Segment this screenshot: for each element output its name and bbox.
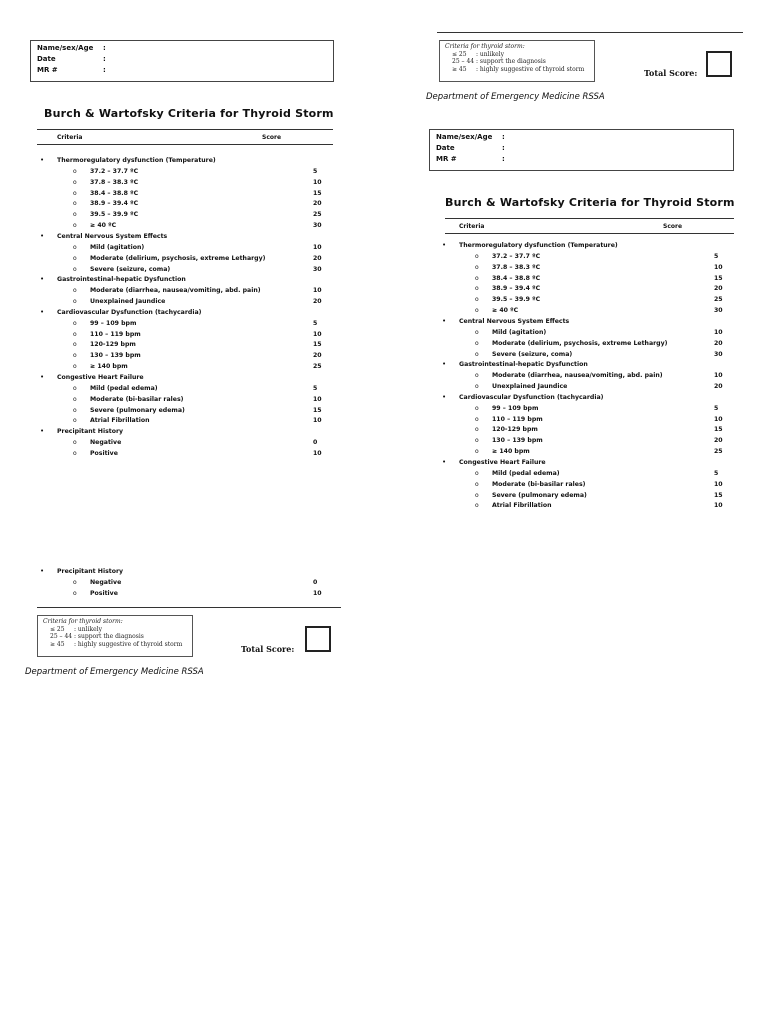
- sub-bullet-icon: o: [475, 274, 479, 282]
- criteria-item: 38.9 – 39.4 ºC: [90, 200, 139, 208]
- criteria-item: 110 – 119 bpm: [90, 330, 141, 338]
- criteria-item: 37.8 – 38.3 ºC: [492, 263, 541, 271]
- total-score-label: Total Score:: [644, 68, 698, 78]
- score-value: 10: [313, 395, 322, 403]
- sub-bullet-icon: o: [73, 287, 77, 295]
- score-value: 0: [313, 439, 318, 447]
- score-value: 10: [313, 330, 322, 338]
- criteria-line: [445, 58, 589, 66]
- sub-bullet-icon: o: [73, 265, 77, 273]
- info-row: [37, 65, 327, 76]
- score-value: 10: [313, 178, 322, 186]
- criteria-text: : unlikely: [74, 625, 102, 633]
- criteria-text: : highly suggestive of thyroid storm: [476, 65, 585, 73]
- score-value: 20: [313, 200, 322, 208]
- score-value: 20: [714, 285, 723, 293]
- criteria-item: 37.8 – 38.3 ºC: [90, 178, 139, 186]
- sub-bullet-icon: o: [475, 426, 479, 434]
- section-heading: Thermoregulatory dysfunction (Temperature): [459, 242, 618, 249]
- score-value: 15: [313, 189, 322, 197]
- sub-bullet-icon: o: [475, 415, 479, 423]
- criteria-header: Criteria: [57, 134, 83, 141]
- sub-bullet-icon: o: [73, 222, 77, 230]
- sub-bullet-icon: o: [73, 341, 77, 349]
- sub-bullet-icon: o: [73, 406, 77, 414]
- score-value: 10: [714, 415, 723, 423]
- criteria-item: Positive: [90, 449, 118, 457]
- criteria-item: ≥ 140 bpm: [90, 363, 128, 371]
- info-label: MR #: [37, 66, 58, 74]
- score-value: 20: [313, 298, 322, 306]
- sub-bullet-icon: o: [475, 328, 479, 336]
- criteria-item: 37.2 – 37.7 ºC: [492, 252, 541, 260]
- criteria-range: 25 – 44: [50, 633, 73, 641]
- score-value: 10: [313, 417, 322, 425]
- department-name: Department of Emergency Medicine RSSA: [426, 92, 605, 102]
- criteria-item: ≥ 40 ºC: [90, 222, 117, 230]
- sub-bullet-icon: o: [475, 480, 479, 488]
- info-colon: :: [103, 55, 106, 63]
- bullet-icon: •: [40, 231, 45, 240]
- criteria-item: 99 – 109 bpm: [492, 404, 539, 412]
- sub-bullet-icon: o: [475, 491, 479, 499]
- section-heading: Precipitant History: [57, 568, 124, 575]
- score-value: 10: [313, 243, 322, 251]
- total-score-label: Total Score:: [241, 644, 295, 654]
- sub-bullet-icon: o: [475, 307, 479, 315]
- score-value: 10: [313, 449, 322, 457]
- criteria-box: [37, 615, 193, 657]
- criteria-item: 120-129 bpm: [492, 426, 538, 434]
- divider-line: [437, 32, 743, 33]
- sub-bullet-icon: o: [73, 243, 77, 251]
- form-title: Burch & Wartofsky Criteria for Thyroid Storm: [44, 107, 334, 120]
- criteria-item: 99 – 109 bpm: [90, 319, 137, 327]
- criteria-item: Negative: [90, 578, 122, 586]
- criteria-header: Criteria: [459, 223, 485, 230]
- section-heading: Cardiovascular Dysfunction (tachycardia): [459, 393, 604, 401]
- score-value: 30: [313, 222, 322, 230]
- form-title: Burch & Wartofsky Criteria for Thyroid Storm: [445, 196, 735, 209]
- criteria-range: ≤ 25: [452, 50, 467, 58]
- section-heading: Congestive Heart Failure: [459, 459, 546, 466]
- criteria-item: Severe (pulmonary edema): [492, 491, 587, 499]
- total-score-box[interactable]: [305, 626, 331, 652]
- bullet-icon: •: [442, 458, 447, 466]
- criteria-item: Mild (agitation): [492, 328, 547, 336]
- header-rule-top: [445, 218, 734, 219]
- sub-bullet-icon: o: [475, 339, 479, 347]
- score-value: 30: [313, 265, 322, 273]
- score-value: 5: [714, 469, 719, 477]
- criteria-item: Positive: [90, 589, 118, 597]
- info-label: MR #: [436, 155, 457, 163]
- bullet-icon: •: [40, 567, 45, 575]
- bullet-icon: •: [40, 373, 45, 381]
- score-value: 20: [714, 339, 723, 347]
- sub-bullet-icon: o: [73, 189, 77, 197]
- score-value: 20: [313, 254, 322, 262]
- info-colon: :: [103, 66, 106, 74]
- score-value: 10: [714, 502, 723, 510]
- sub-bullet-icon: o: [73, 578, 77, 586]
- score-value: 20: [313, 352, 322, 360]
- info-colon: :: [502, 144, 505, 152]
- sub-bullet-icon: o: [73, 167, 77, 175]
- score-value: 30: [714, 350, 723, 358]
- section-heading: Central Nervous System Effects: [57, 232, 168, 240]
- score-value: 0: [313, 578, 318, 586]
- sub-bullet-icon: o: [73, 589, 77, 597]
- header-rule-bottom: [445, 233, 734, 234]
- sub-bullet-icon: o: [475, 404, 479, 412]
- sub-bullet-icon: o: [475, 263, 479, 271]
- score-value: 10: [714, 480, 723, 488]
- criteria-item: 38.4 – 38.8 ºC: [90, 189, 139, 197]
- section-heading: Central Nervous System Effects: [459, 317, 570, 325]
- criteria-item: 39.5 – 39.9 ºC: [492, 296, 541, 304]
- info-row: [436, 132, 727, 143]
- criteria-item: Atrial Fibrillation: [492, 502, 552, 510]
- section-heading: Cardiovascular Dysfunction (tachycardia): [57, 308, 202, 316]
- score-header: Score: [262, 134, 282, 141]
- sub-bullet-icon: o: [73, 254, 77, 262]
- criteria-range: 25 – 44: [452, 58, 475, 66]
- criteria-item: ≥ 140 bpm: [492, 448, 530, 456]
- sub-bullet-icon: o: [475, 372, 479, 380]
- score-value: 25: [313, 363, 322, 371]
- sub-bullet-icon: o: [73, 330, 77, 338]
- info-label: Name/sex/Age: [436, 133, 493, 141]
- criteria-text: : unlikely: [476, 50, 504, 58]
- bullet-icon: •: [40, 275, 45, 284]
- bullet-icon: •: [442, 360, 447, 369]
- info-colon: :: [502, 155, 505, 163]
- info-colon: :: [103, 44, 106, 52]
- section-heading: Precipitant History: [57, 428, 124, 436]
- criteria-text: : support the diagnosis: [74, 633, 144, 641]
- score-value: 5: [313, 319, 318, 327]
- score-value: 15: [313, 341, 322, 349]
- sub-bullet-icon: o: [73, 384, 77, 392]
- bullet-icon: •: [40, 307, 45, 316]
- criteria-item: Moderate (bi-basilar rales): [90, 395, 184, 403]
- score-value: 15: [714, 274, 723, 282]
- department-name: Department of Emergency Medicine RSSA: [25, 667, 204, 677]
- criteria-heading: Criteria for thyroid storm:: [43, 618, 123, 625]
- criteria-item: Unexplained Jaundice: [492, 383, 568, 391]
- sub-bullet-icon: o: [475, 350, 479, 358]
- info-label: Name/sex/Age: [37, 44, 94, 52]
- info-row: [436, 154, 727, 165]
- criteria-item: Moderate (delirium, psychosis, extreme Lethargy): [90, 254, 266, 262]
- info-label: Date: [37, 55, 56, 63]
- patient-info-box: [429, 129, 734, 171]
- criteria-item: 130 – 139 bpm: [90, 352, 141, 360]
- section-heading: Thermoregulatory dysfunction (Temperature): [57, 157, 216, 164]
- info-label: Date: [436, 144, 455, 152]
- criteria-item: Unexplained Jaundice: [90, 298, 166, 306]
- sub-bullet-icon: o: [475, 252, 479, 260]
- score-value: 15: [714, 491, 723, 499]
- criteria-item: 38.4 – 38.8 ºC: [492, 274, 541, 282]
- criteria-text: : highly suggestive of thyroid storm: [74, 640, 183, 648]
- section-heading: Congestive Heart Failure: [57, 374, 144, 381]
- criteria-item: 39.5 – 39.9 ºC: [90, 211, 139, 219]
- sub-bullet-icon: o: [73, 352, 77, 360]
- criteria-line: [445, 51, 589, 59]
- criteria-item: Severe (seizure, coma): [90, 265, 171, 273]
- sub-bullet-icon: o: [475, 383, 479, 391]
- bullet-icon: •: [40, 427, 45, 436]
- sub-bullet-icon: o: [73, 363, 77, 371]
- bullet-icon: •: [442, 316, 447, 325]
- criteria-range: ≤ 25: [50, 625, 65, 633]
- score-value: 25: [714, 296, 723, 304]
- sub-bullet-icon: o: [475, 437, 479, 445]
- score-value: 25: [714, 448, 723, 456]
- score-value: 20: [714, 383, 723, 391]
- criteria-item: 37.2 – 37.7 ºC: [90, 167, 139, 175]
- sub-bullet-icon: o: [475, 502, 479, 510]
- sub-bullet-icon: o: [475, 296, 479, 304]
- criteria-line: [43, 626, 187, 634]
- sub-bullet-icon: o: [73, 200, 77, 208]
- criteria-item: ≥ 40 ºC: [492, 307, 519, 315]
- divider-line: [37, 607, 341, 608]
- score-value: 5: [313, 384, 318, 392]
- score-value: 30: [714, 307, 723, 315]
- score-value: 10: [313, 589, 322, 597]
- criteria-item: Atrial Fibrillation: [90, 417, 150, 425]
- header-rule-top: [37, 129, 333, 130]
- sub-bullet-icon: o: [73, 395, 77, 403]
- criteria-item: Severe (seizure, coma): [492, 350, 573, 358]
- criteria-item: Mild (pedal edema): [492, 469, 560, 477]
- info-row: [436, 143, 727, 154]
- bullet-icon: •: [442, 392, 447, 401]
- score-value: 10: [714, 263, 723, 271]
- sub-bullet-icon: o: [475, 448, 479, 456]
- score-value: 5: [714, 404, 719, 412]
- sub-bullet-icon: o: [73, 417, 77, 425]
- criteria-item: Mild (agitation): [90, 243, 145, 251]
- info-row: [37, 54, 327, 65]
- patient-info-box: [30, 40, 334, 82]
- criteria-item: Negative: [90, 439, 122, 447]
- score-header: Score: [663, 223, 683, 230]
- score-value: 20: [714, 437, 723, 445]
- info-colon: :: [502, 133, 505, 141]
- section-heading: Gastrointestinal-hepatic Dysfunction: [459, 361, 588, 369]
- criteria-item: 120-129 bpm: [90, 341, 136, 349]
- score-value: 10: [313, 287, 322, 295]
- criteria-range: ≥ 45: [452, 65, 467, 73]
- score-value: 10: [714, 328, 723, 336]
- criteria-box: [439, 40, 595, 82]
- score-value: 25: [313, 211, 322, 219]
- sub-bullet-icon: o: [475, 285, 479, 293]
- score-value: 5: [313, 167, 318, 175]
- sub-bullet-icon: o: [73, 319, 77, 327]
- bullet-icon: •: [40, 156, 45, 164]
- criteria-item: 130 – 139 bpm: [492, 437, 543, 445]
- bullet-icon: •: [442, 241, 447, 249]
- criteria-line: [445, 66, 589, 74]
- score-value: 15: [313, 406, 322, 414]
- criteria-item: Moderate (diarrhea, nausea/vomiting, abd. pain): [492, 372, 663, 380]
- sub-bullet-icon: o: [73, 178, 77, 186]
- sub-bullet-icon: o: [73, 211, 77, 219]
- criteria-text: : support the diagnosis: [476, 58, 546, 66]
- sub-bullet-icon: o: [73, 449, 77, 457]
- sub-bullet-icon: o: [475, 469, 479, 477]
- criteria-item: 110 – 119 bpm: [492, 415, 543, 423]
- criteria-line: [43, 633, 187, 641]
- score-value: 10: [714, 372, 723, 380]
- criteria-range: ≥ 45: [50, 640, 65, 648]
- criteria-item: Moderate (diarrhea, nausea/vomiting, abd. pain): [90, 287, 261, 295]
- total-score-box[interactable]: [706, 51, 732, 77]
- criteria-line: [43, 641, 187, 649]
- score-value: 5: [714, 252, 719, 260]
- criteria-item: Moderate (delirium, psychosis, extreme Lethargy): [492, 339, 668, 347]
- criteria-item: 38.9 – 39.4 ºC: [492, 285, 541, 293]
- criteria-item: Severe (pulmonary edema): [90, 406, 185, 414]
- section-heading: Gastrointestinal-hepatic Dysfunction: [57, 276, 186, 284]
- score-value: 15: [714, 426, 723, 434]
- sub-bullet-icon: o: [73, 298, 77, 306]
- criteria-item: Mild (pedal edema): [90, 384, 158, 392]
- sub-bullet-icon: o: [73, 439, 77, 447]
- criteria-item: Moderate (bi-basilar rales): [492, 480, 586, 488]
- header-rule-bottom: [37, 144, 333, 145]
- info-row: [37, 43, 327, 54]
- criteria-heading: Criteria for thyroid storm:: [445, 43, 525, 50]
